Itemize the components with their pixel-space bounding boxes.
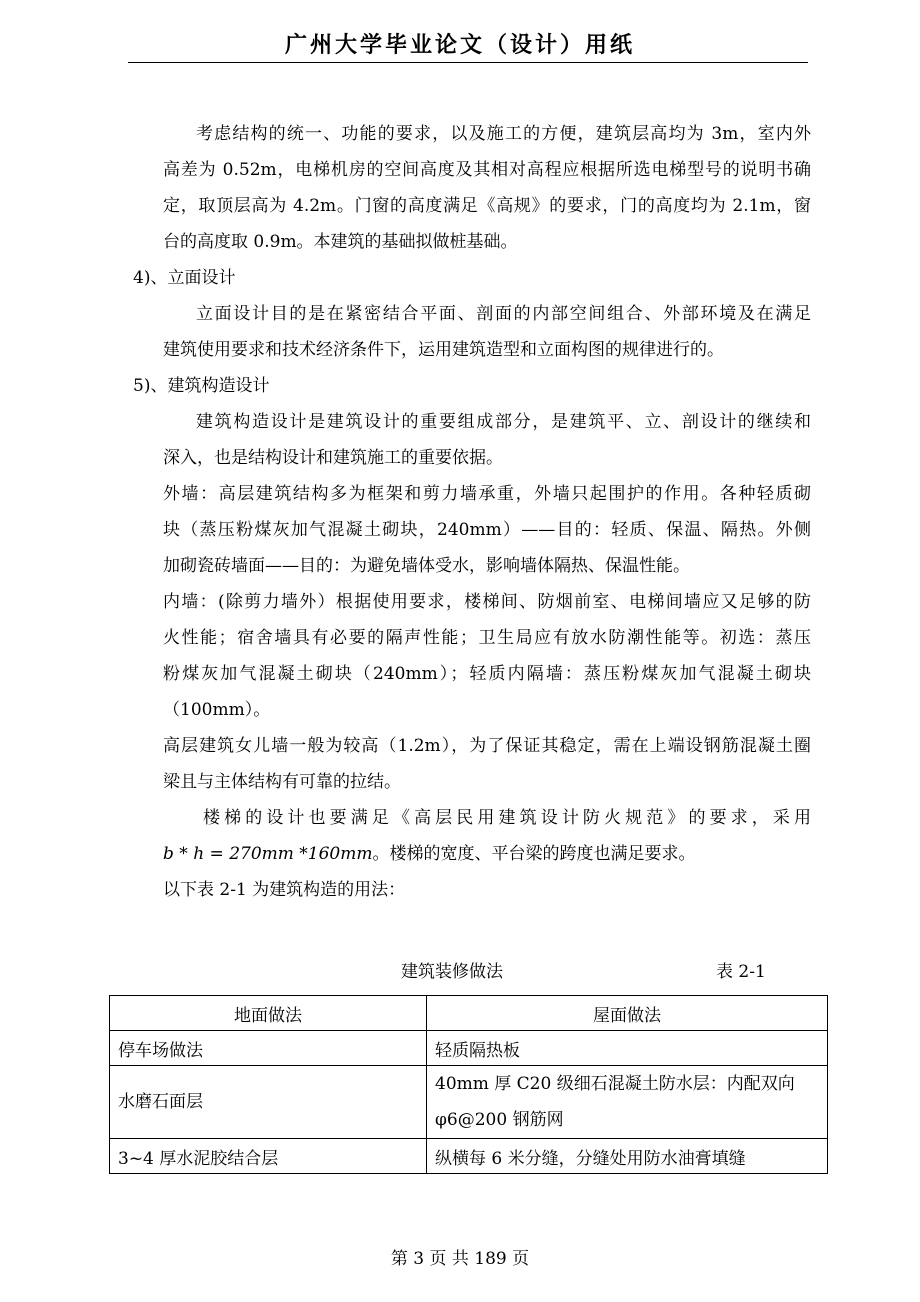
- page-footer: 第 3 页 共 189 页: [390, 1249, 530, 1269]
- paragraph-line: 建筑构造设计是建筑设计的重要组成部分，是建筑平、立、剖设计的继续和: [196, 412, 811, 432]
- table-header-cell: 地面做法: [110, 996, 427, 1031]
- header-rule: [128, 62, 808, 63]
- paragraph-line: 内墙：(除剪力墙外）根据使用要求，楼梯间、防烟前室、电梯间墙应又足够的防: [163, 592, 811, 612]
- paragraph-line: 高差为 0.52m，电梯机房的空间高度及其相对高程应根据所选电梯型号的说明书确: [163, 160, 811, 180]
- table-row: [110, 1066, 828, 1139]
- paragraph-line: 立面设计目的是在紧密结合平面、剖面的内部空间组合、外部环境及在满足: [196, 304, 811, 324]
- table-cell: 停车场做法: [110, 1031, 427, 1066]
- paragraph-line: 楼梯的设计也要满足《高层民用建筑设计防火规范》的要求，采用: [203, 808, 811, 828]
- section-heading-4: 4)、立面设计: [133, 268, 236, 288]
- paragraph-line: 块（蒸压粉煤灰加气混凝土砌块，240mm）——目的：轻质、保温、隔热。外侧: [163, 520, 811, 540]
- section-heading-5: 5)、建筑构造设计: [133, 376, 270, 396]
- paragraph-line: 定，取顶层高为 4.2m。门窗的高度满足《高规》的要求，门的高度均为 2.1m，窗: [163, 196, 811, 216]
- table-row: [110, 1031, 828, 1066]
- paragraph-line: 外墙：高层建筑结构多为框架和剪力墙承重，外墙只起围护的作用。各种轻质砌: [163, 484, 811, 504]
- table-caption: 建筑装修做法: [401, 962, 503, 982]
- paragraph-line: 高层建筑女儿墙一般为较高（1.2m），为了保证其稳定，需在上端设钢筋混凝土圈: [163, 736, 811, 756]
- paragraph-line: 粉煤灰加气混凝土砌块（240mm）；轻质内隔墙：蒸压粉煤灰加气混凝土砌块: [163, 664, 811, 684]
- table-cell: 40mm 厚 C20 级细石混凝土防水层：内配双向φ6@200 钢筋网: [427, 1066, 828, 1139]
- paragraph-line: 加砌瓷砖墙面——目的：为避免墙体受水，影响墙体隔热、保温性能。: [163, 556, 690, 576]
- paragraph-line: 考虑结构的统一、功能的要求，以及施工的方便，建筑层高均为 3m，室内外: [196, 124, 811, 144]
- table-header-cell: 屋面做法: [427, 996, 828, 1031]
- page-header-title: 广州大学毕业论文（设计）用纸: [284, 33, 635, 58]
- table-cell: 纵横每 6 米分缝，分缝处用防水油膏填缝: [427, 1139, 828, 1174]
- table-cell: 水磨石面层: [110, 1066, 427, 1139]
- table-cell: 轻质隔热板: [427, 1031, 828, 1066]
- paragraph-line: 台的高度取 0.9m。本建筑的基础拟做桩基础。: [163, 232, 518, 252]
- stair-dimension-formula: b * h = 270mm *160mm: [163, 844, 373, 864]
- paragraph-line: 火性能；宿舍墙具有必要的隔声性能；卫生局应有放水防潮性能等。初选：蒸压: [163, 628, 811, 648]
- paragraph-text: 。楼梯的宽度、平台梁的跨度也满足要求。: [372, 844, 696, 864]
- paragraph-line: （100mm）。: [163, 700, 271, 720]
- table-row: [110, 1139, 828, 1174]
- paragraph-line: 以下表 2-1 为建筑构造的用法：: [163, 880, 406, 900]
- decoration-table: [109, 995, 828, 1174]
- table-number: 表 2-1: [716, 962, 766, 982]
- paragraph-line-with-formula: [163, 843, 695, 865]
- table-cell: 3~4 厚水泥胶结合层: [110, 1139, 427, 1174]
- paragraph-line: 深入，也是结构设计和建筑施工的重要依据。: [163, 448, 503, 468]
- paragraph-line: 建筑使用要求和技术经济条件下，运用建筑造型和立面构图的规律进行的。: [163, 340, 724, 360]
- paragraph-line: 梁且与主体结构有可靠的拉结。: [163, 772, 401, 792]
